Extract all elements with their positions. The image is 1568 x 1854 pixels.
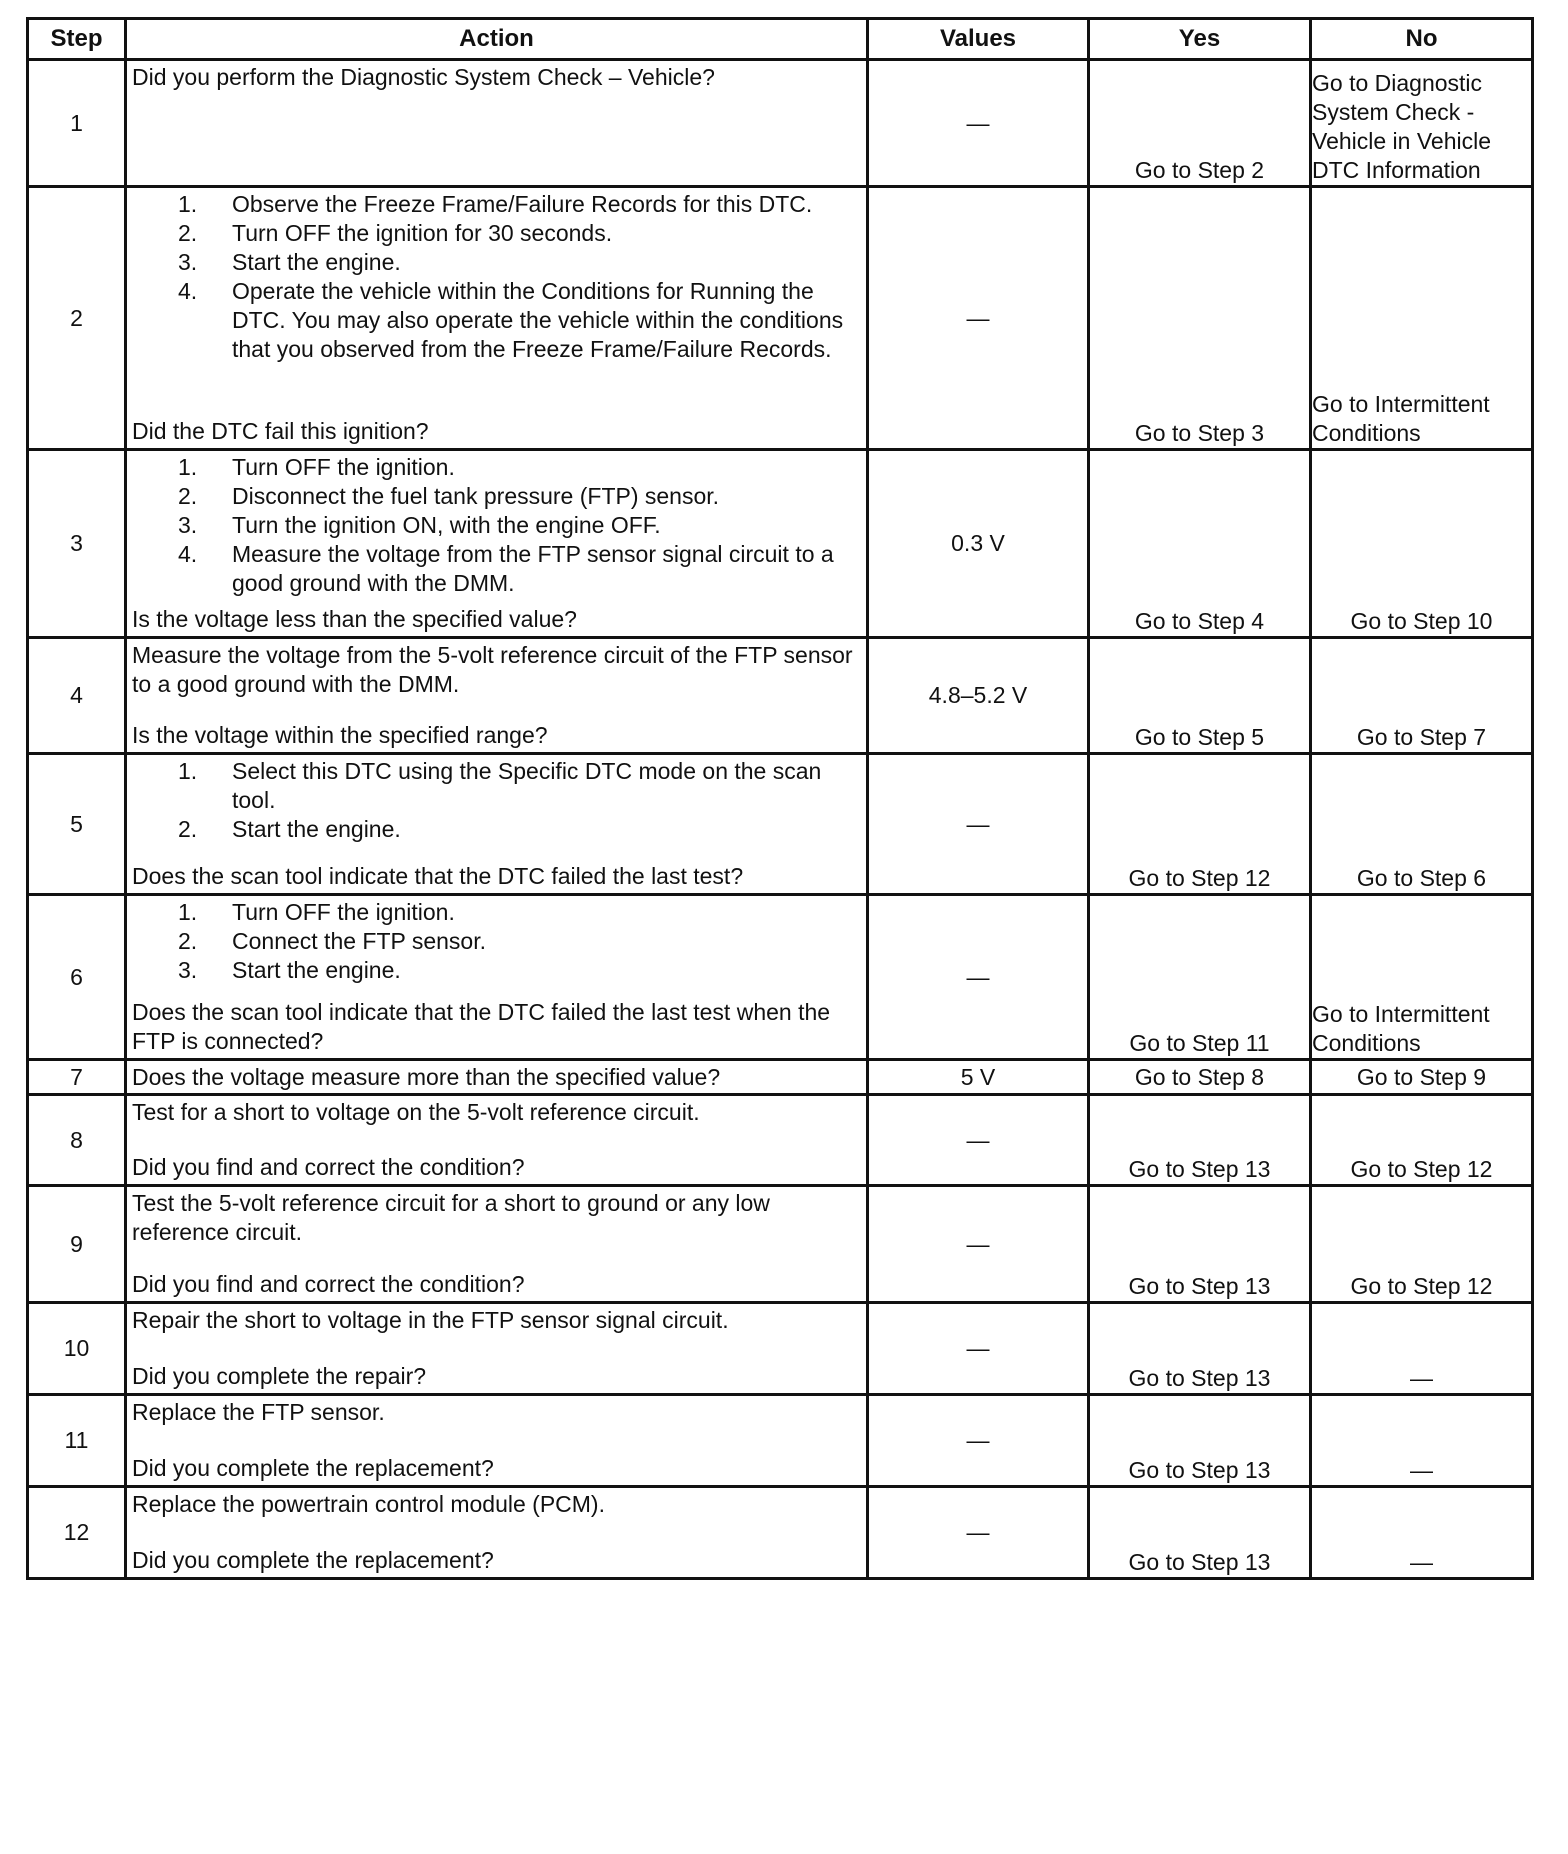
no-action: — — [1311, 1303, 1533, 1395]
procedure-item: Turn OFF the ignition for 30 seconds. — [232, 220, 613, 246]
yes-action: Go to Step 2 — [1089, 60, 1311, 187]
procedure-item: Turn the ignition ON, with the engine OFF. — [232, 512, 661, 538]
value-cell: — — [868, 60, 1089, 187]
action-question: Did you complete the replacement? — [132, 1547, 494, 1573]
yes-action: Go to Step 13 — [1089, 1487, 1311, 1579]
table-row — [28, 1487, 1533, 1579]
table-row — [28, 187, 1533, 450]
procedure-item: Turn OFF the ignition. — [232, 899, 455, 925]
action-text: Replace the powertrain control module (PCM). — [132, 1491, 605, 1517]
action-text: Test the 5-volt reference circuit for a short to ground or any low reference circuit. — [132, 1190, 770, 1245]
header-row — [28, 19, 1533, 60]
procedure-item: Observe the Freeze Frame/Failure Records for this DTC. — [232, 191, 813, 217]
action-question: Is the voltage within the specified range? — [132, 722, 548, 748]
step-number: 3 — [28, 450, 126, 638]
action-question: Did you find and correct the condition? — [132, 1271, 525, 1297]
procedure-list — [132, 453, 862, 598]
action-question: Does the scan tool indicate that the DTC failed the last test when the FTP is connected? — [132, 999, 831, 1054]
table-row — [28, 1095, 1533, 1186]
value-cell: — — [868, 1395, 1089, 1487]
yes-action: Go to Step 12 — [1089, 754, 1311, 895]
no-action: Go to Intermittent Conditions — [1311, 187, 1533, 450]
step-number: 9 — [28, 1186, 126, 1303]
action-cell — [126, 450, 868, 638]
no-action: Go to Step 10 — [1311, 450, 1533, 638]
table-row — [28, 1395, 1533, 1487]
table-row — [28, 895, 1533, 1060]
yes-action: Go to Step 13 — [1089, 1395, 1311, 1487]
step-number: 6 — [28, 895, 126, 1060]
value-cell: 5 V — [868, 1060, 1089, 1095]
no-action: Go to Step 12 — [1311, 1186, 1533, 1303]
no-action: — — [1311, 1487, 1533, 1579]
yes-action: Go to Step 11 — [1089, 895, 1311, 1060]
step-number: 8 — [28, 1095, 126, 1186]
value-cell: — — [868, 1186, 1089, 1303]
step-number: 1 — [28, 60, 126, 187]
table-row — [28, 1303, 1533, 1395]
yes-action: Go to Step 5 — [1089, 638, 1311, 754]
no-action: Go to Intermittent Conditions — [1311, 895, 1533, 1060]
action-cell — [126, 187, 868, 450]
procedure-item: Measure the voltage from the FTP sensor signal circuit to a good ground with the DMM. — [232, 541, 834, 596]
no-action: Go to Step 12 — [1311, 1095, 1533, 1186]
header-action: Action — [126, 19, 868, 60]
procedure-item: Start the engine. — [232, 816, 401, 842]
table-row — [28, 1060, 1533, 1095]
action-question: Did you complete the replacement? — [132, 1455, 494, 1481]
action-cell — [126, 1395, 868, 1487]
header-yes: Yes — [1089, 19, 1311, 60]
action-cell — [126, 1095, 868, 1186]
action-cell — [126, 895, 868, 1060]
value-cell: — — [868, 1303, 1089, 1395]
procedure-list — [132, 757, 862, 844]
yes-action: Go to Step 13 — [1089, 1095, 1311, 1186]
action-question: Did you complete the repair? — [132, 1363, 427, 1389]
step-number: 11 — [28, 1395, 126, 1487]
action-text: Measure the voltage from the 5-volt reference circuit of the FTP sensor to a good ground with the DMM. — [132, 642, 853, 697]
procedure-item: Start the engine. — [232, 957, 401, 983]
procedure-item: Operate the vehicle within the Conditions for Running the DTC. You may also operate the vehicle within the conditions that you observed from the Freeze Frame/Failure Records. — [232, 278, 844, 362]
action-question: Did you find and correct the condition? — [132, 1154, 525, 1180]
no-action: — — [1311, 1395, 1533, 1487]
header-step: Step — [28, 19, 126, 60]
value-cell: — — [868, 1487, 1089, 1579]
no-action: Go to Step 7 — [1311, 638, 1533, 754]
action-text: Did you perform the Diagnostic System Check – Vehicle? — [132, 64, 715, 90]
yes-action: Go to Step 3 — [1089, 187, 1311, 450]
procedure-item: Turn OFF the ignition. — [232, 454, 455, 480]
procedure-list — [132, 898, 862, 985]
step-number: 7 — [28, 1060, 126, 1095]
action-question: Does the scan tool indicate that the DTC failed the last test? — [132, 863, 744, 889]
procedure-item: Connect the FTP sensor. — [232, 928, 486, 954]
action-cell — [126, 1487, 868, 1579]
step-number: 10 — [28, 1303, 126, 1395]
yes-action: Go to Step 4 — [1089, 450, 1311, 638]
step-number: 12 — [28, 1487, 126, 1579]
action-text: Does the voltage measure more than the specified value? — [132, 1064, 721, 1090]
table-row — [28, 1186, 1533, 1303]
no-action: Go to Step 9 — [1311, 1060, 1533, 1095]
action-question: Did the DTC fail this ignition? — [132, 418, 429, 444]
value-cell: — — [868, 754, 1089, 895]
step-number: 2 — [28, 187, 126, 450]
table-row — [28, 450, 1533, 638]
yes-action: Go to Step 13 — [1089, 1303, 1311, 1395]
no-action: Go to Step 6 — [1311, 754, 1533, 895]
procedure-item: Disconnect the fuel tank pressure (FTP) sensor. — [232, 483, 720, 509]
no-action: Go to Diagnostic System Check - Vehicle in Vehicle DTC Information — [1311, 60, 1533, 187]
action-cell — [126, 60, 868, 187]
action-text: Test for a short to voltage on the 5-volt reference circuit. — [132, 1099, 700, 1125]
procedure-item: Start the engine. — [232, 249, 401, 275]
value-cell: — — [868, 1095, 1089, 1186]
header-no: No — [1311, 19, 1533, 60]
procedure-list — [132, 190, 862, 364]
step-number: 5 — [28, 754, 126, 895]
value-cell: 0.3 V — [868, 450, 1089, 638]
yes-action: Go to Step 8 — [1089, 1060, 1311, 1095]
diagnostic-table — [26, 17, 1534, 1580]
table-row — [28, 60, 1533, 187]
value-cell: — — [868, 187, 1089, 450]
table-body — [28, 60, 1533, 1579]
action-cell — [126, 1303, 868, 1395]
action-cell — [126, 638, 868, 754]
value-cell: 4.8–5.2 V — [868, 638, 1089, 754]
table-row — [28, 638, 1533, 754]
action-text: Replace the FTP sensor. — [132, 1399, 385, 1425]
action-cell — [126, 1060, 868, 1095]
table-row — [28, 754, 1533, 895]
step-number: 4 — [28, 638, 126, 754]
action-cell — [126, 1186, 868, 1303]
action-cell — [126, 754, 868, 895]
procedure-item: Select this DTC using the Specific DTC mode on the scan tool. — [232, 758, 822, 813]
yes-action: Go to Step 13 — [1089, 1186, 1311, 1303]
header-values: Values — [868, 19, 1089, 60]
action-text: Repair the short to voltage in the FTP sensor signal circuit. — [132, 1307, 729, 1333]
action-question: Is the voltage less than the specified value? — [132, 606, 577, 632]
value-cell: — — [868, 895, 1089, 1060]
